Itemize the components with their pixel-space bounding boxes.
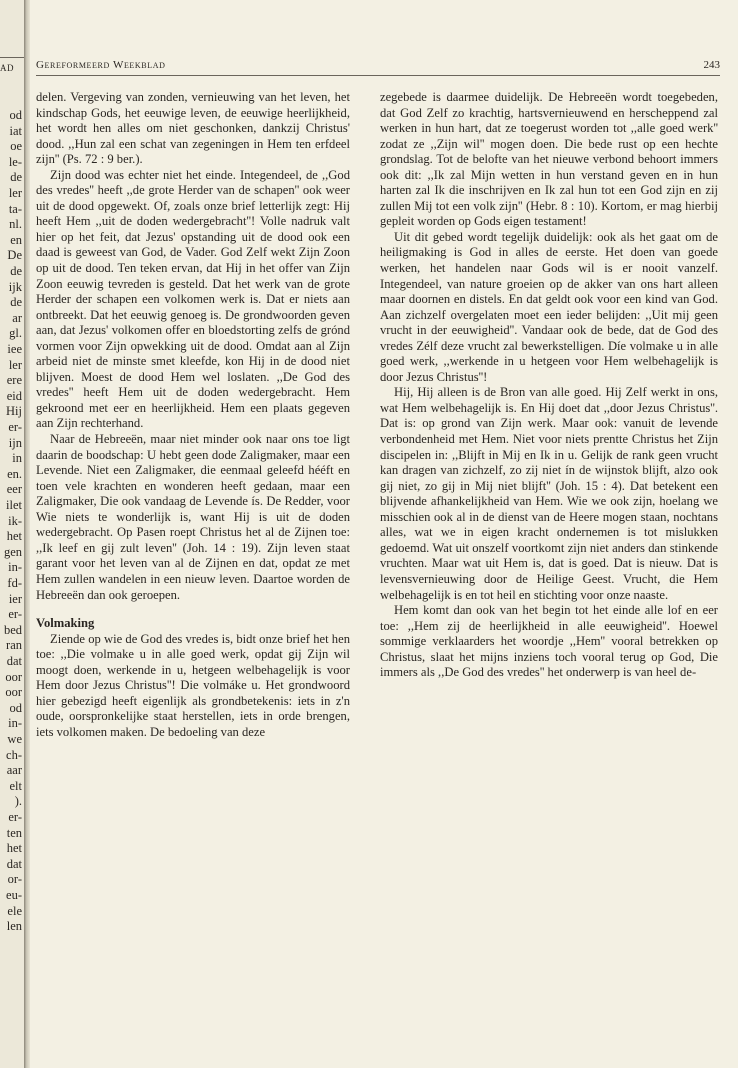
left-page-line-fragment: en. <box>7 466 22 481</box>
paragraph: Uit dit gebed wordt tegelijk duidelijk: ook als het gaat om de heiligmaking is God in alles de eerste. Het doen van goede werken, het handelen naar Gods wil is er nooit vanzelf. Integendeel, van nature groeien op de akker van ons hart alleen maar doornen en distels. En dat geldt ook voor een kind van God. Aan zichzelf overgelaten moet een ieder belijden: ,,Uit mij geen vrucht in der eeuwigheid''. Vandaar ook de bede, dat de God des vredes Zélf deze vrucht zal bewerkstelligen. Díe volmake u in alle goed werk, ,,werkende in u hetgeen voor Hem welbehagelijk is door Jezus Christus''! <box>380 229 718 384</box>
left-page-header-rule <box>0 57 24 58</box>
left-page-line-fragment: dat <box>6 856 22 871</box>
paragraph: Hem komt dan ook van het begin tot het einde alle lof en eer toe: ,,Hem zij de heerlijkheid in alle eeuwigheid''. Hoewel sommige verklaarders het woordje ,,Hem'' vooral betrekken op Christus, slaat het mijns inziens toch vooral terug op God, Die immers als ,,De God des vredes'' het onderwerp is van heel de- <box>380 603 718 680</box>
page-header <box>36 57 720 76</box>
left-page-line-fragment: iee <box>7 342 22 356</box>
left-page-line-fragment: ere <box>6 373 22 388</box>
left-page-line-fragment: ele <box>7 903 22 918</box>
left-page-line-fragment: De <box>7 248 22 263</box>
left-page-line-fragment: iat <box>9 123 22 138</box>
left-page-line-fragment: ler <box>8 357 22 372</box>
left-page-line-fragment: er- <box>8 420 22 434</box>
left-page-line-fragment: eer <box>6 482 22 497</box>
adjacent-left-page <box>0 0 24 1068</box>
page-number: 243 <box>703 59 720 71</box>
left-page-line-fragment: ijk <box>8 279 22 294</box>
left-page-header-fragment: AD <box>0 63 14 73</box>
left-page-line-fragment: er- <box>8 810 22 824</box>
left-page-line-fragment: ijn <box>8 435 22 450</box>
left-page-line-fragment: oe <box>10 139 22 154</box>
left-page-line-fragment: elt <box>9 778 22 793</box>
left-page-line-fragment: ten <box>6 825 22 840</box>
left-page-line-fragment: in <box>12 451 22 466</box>
left-page-line-fragment: od <box>9 700 22 715</box>
left-page-line-fragment: len <box>6 919 22 934</box>
left-page-line-fragment: het <box>6 841 22 856</box>
left-page-line-fragment: gen <box>3 544 22 559</box>
left-page-line-fragment: ar <box>12 310 22 325</box>
paragraph: Zijn dood was echter niet het einde. Integendeel, de ,,God des vredes'' heeft ,,de grote Herder van de schapen'' ook weer uit de dood opgewekt. Of, zoals onze brief letterlijk zegt: Hij heeft Hem ,,uit de doden wedergebracht''! Volle nadruk valt hier op het feit, dat Jezus' opstanding uit de dood ook een daad is geweest van God, de Vader. God Zelf wekt Zijn Zoon op uit de dood. Ten teken ervan, dat Hij in het offer van Zijn Zoon eeuwig tevreden is gesteld. Dat het werk van de grote Herder der schapen een volkomen werk is. Dat er niets aan ontbreekt. Dat het eeuwig genoeg is. De grondwoorden geven aan, dat Jezus' volkomen offer en bloedstorting zelfs de grónd vormen voor Zijn opwekking uit de dood. Omdat aan al Zijn arbeid niet de minste smet kleefde, kon Hij in de dood niet blijven. Moest de dood Hem wel loslaten. ,,De God des vredes'' heeft Hem uit de doden wedergebracht. Hem gekroond met eer en heerlijkheid. Hem een plaats gegeven aan Zijn rechterhand. <box>36 167 350 431</box>
left-page-line-fragment: het <box>6 529 22 544</box>
left-page-line-fragment: in- <box>8 560 22 575</box>
paragraph: delen. Vergeving van zonden, vernieuwing van het leven, het kindschap Gods, het eeuwige leven, de eeuwige heerlijkheid, het wordt hen alles om niet geschonken, dankzij Christus' dood. ,,Hun zal een schat van zegeningen in Hem ten erfdeel zijn'' (Ps. 72 : 9 ber.). <box>36 90 350 167</box>
left-page-line-fragment: Hij <box>6 404 22 419</box>
left-page-line-fragment: en <box>10 232 22 247</box>
left-page-line-fragment: in- <box>8 716 22 731</box>
left-page-line-fragment: er- <box>8 607 22 622</box>
running-title: Gereformeerd Weekblad <box>36 59 166 71</box>
left-page-line-fragment: nl. <box>9 217 22 232</box>
left-page-line-fragment: ik- <box>8 513 22 528</box>
left-page-line-fragment: bed <box>3 622 22 637</box>
text-column-left <box>36 90 350 740</box>
paragraph: zegebede is daarmee duidelijk. De Hebreeën wordt toegebeden, dat God Zelf zo krachtig, hartsvernieuwend en herscheppend zal werken in hun hart, dat ze toegerust worden tot ,,alle goed werk'' zodat ze ,,Zijn wil'' mogen doen. Die bede rust op een hechte grondslag. Tot de belofte van het nieuwe verbond behoort immers ook dit: ,,Ik zal Mijn wetten in hun verstand geven en in hun harten zal Ik die inschrijven en Ik zal hun tot een God zijn en zij zullen Mij tot een volk zijn'' (Hebr. 8 : 10). Kortom, er mag hierbij gepleit worden op Gods eigen testament! <box>380 90 718 229</box>
left-page-line-fragment: aar <box>6 763 22 778</box>
left-page-line-fragment: fd- <box>7 576 22 590</box>
magazine-page <box>30 0 738 1068</box>
left-page-line-fragment: le- <box>8 154 22 169</box>
left-page-line-fragment: eu- <box>6 888 22 902</box>
left-page-line-fragment: de <box>10 170 22 185</box>
section-heading: Volmaking <box>36 616 95 631</box>
left-page-line-fragment: we <box>7 732 22 746</box>
left-page-line-fragment: eid <box>6 388 22 403</box>
left-page-line-fragment: od <box>9 108 22 122</box>
text-column-right <box>380 90 718 681</box>
left-page-line-fragment: ta- <box>8 201 22 216</box>
paragraph: Naar de Hebreeën, maar niet minder ook naar ons toe ligt daarin de boodschap: U hebt geen dode Zaligmaker, maar een Levende. Niet een Zaligmaker, die eenmaal geleefd hééft en toen vele krachten en wonderen heeft gedaan, maar een Zaligmaker, Die ook vandaag de Levende ís. De Redder, voor Wie niets te wonderlijk is, want Hij is uit de doden wedergebracht. Op Pasen roept Christus het al de Zijnen toe: ,,Ik leef en gij zult leven'' (Joh. 14 : 19). Zijn leven staat garant voor het leven van al de Zijnen en dat, opdat ze met Hem zullen wandelen in een nieuw leven. Daartoe worden de Hebreeën dan ook geroepen. <box>36 432 350 602</box>
left-page-line-fragment: dat <box>6 654 22 668</box>
left-page-line-fragment: ler <box>8 186 22 200</box>
left-page-line-fragment: ier <box>8 591 22 606</box>
left-page-line-fragment: oor <box>5 669 22 684</box>
left-page-line-fragment: or- <box>7 872 22 887</box>
left-page-line-fragment: de <box>10 264 22 278</box>
paragraph: Hij, Hij alleen is de Bron van alle goed. Hij Zelf werkt in ons, wat Hem welbehagelijk is. En Hij doet dat ,,door Jezus Christus''. Dat is: op grond van Zijn werk. Maar ook: vanuit de levende verbondenheid met Hem. Niet voor niets prentte Christus het Zijn discipelen in: ,,Blijft in Mij en Ik in u. Gelijk de rank geen vrucht kan dragen van zichzelf, zo zij niet ín de wijnstok blijft, alzo ook gij niet, zo gij in Mij niet blijft'' (Joh. 15 : 4). Dat betekent een blijvende afhankelijkheid van Hem. Wie we ook zijn, hoelang we misschien ook al in de dienst van de Heere mogen staan, nochtans alles, wat we in eigen kracht ondernemen is tot mislukken gedoemd. Wat uit onszelf voortkomt zijn niet anders dan stinkende vruchten. Maar wat uit Hem is, dat is goed. Dat is nieuw. Dat is levensvernieuwing door de Heilige Geest. Vrucht, die Hem welbehagelijk is en tot heil en stichting voor onze naaste. <box>380 385 718 602</box>
left-page-line-fragment: ilet <box>6 498 22 512</box>
left-page-line-fragment: de <box>10 295 22 310</box>
left-page-line-fragment: oor <box>5 685 22 700</box>
left-page-line-fragment: gl. <box>9 326 22 341</box>
left-page-line-fragment: ch- <box>6 747 22 762</box>
paragraph: Ziende op wie de God des vredes is, bidt onze brief het hen toe: ,,Die volmake u in alle goed werk, opdat gij Zijn wil moogt doen, werkende in u, hetgeen welbehagelijk is voor Hem door Jezus Christus''! Die volmáke u. Het grondwoord hier gebezigd heeft eigenlijk als grondbetekenis: iets in z'n oude, oorspronkelijke staat herstellen, iets in orde brengen, iets volkomen maken. De bedoeling van deze <box>36 631 350 739</box>
left-page-line-fragment: ). <box>14 794 22 809</box>
left-page-line-fragment: ran <box>6 638 22 653</box>
